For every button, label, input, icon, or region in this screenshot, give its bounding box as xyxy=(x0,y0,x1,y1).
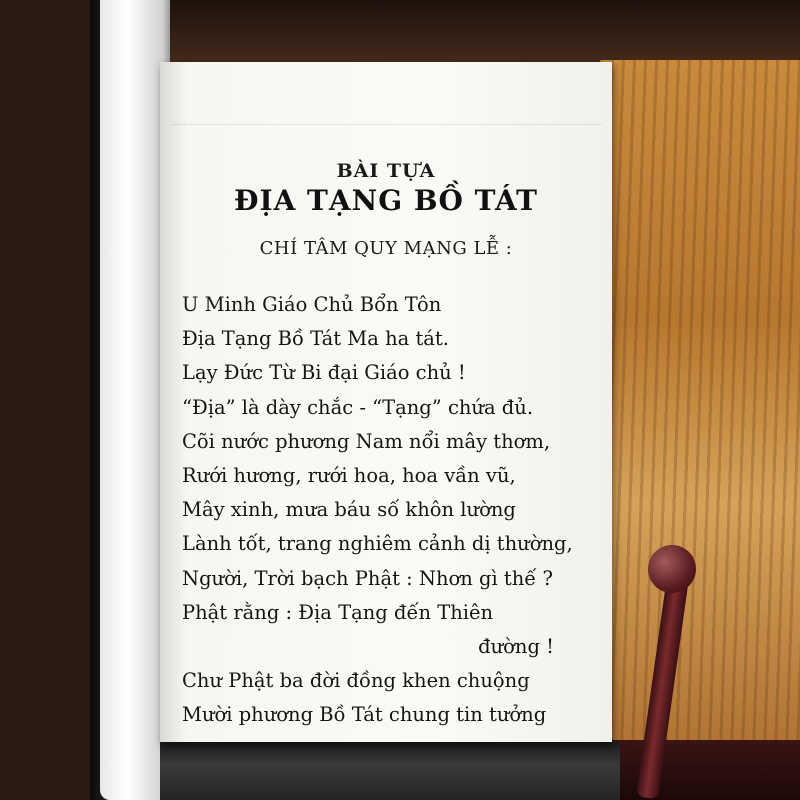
verse-line: Chư Phật ba đời đồng khen chuộng xyxy=(182,669,530,693)
verse-line: Phật rằng : Địa Tạng đến Thiên xyxy=(182,600,494,624)
verse-line: U Minh Giáo Chủ Bổn Tôn xyxy=(182,293,442,316)
verse-line: Mười phương Bồ Tát chung tin tưởng xyxy=(182,703,547,727)
verse-line: Rưới hương, rưới hoa, hoa vần vũ, xyxy=(182,464,516,488)
verse-line: Người, Trời bạch Phật : Nhơn gì thế ? xyxy=(182,566,553,590)
subheading: CHÍ TÂM QUY MẠNG LỄ : xyxy=(259,238,513,259)
book-bottom-cover xyxy=(160,742,620,800)
page-title: ĐỊA TẠNG BỒ TÁT xyxy=(234,184,538,217)
verse-line: Cõi nước phương Nam nổi mây thơm, xyxy=(182,429,551,453)
verse-line: Mây xinh, mưa báu số khôn lường xyxy=(182,498,516,522)
wooden-table xyxy=(600,60,800,800)
verse-line: đường ! xyxy=(478,635,554,659)
heading-small: BÀI TỰA xyxy=(336,160,436,182)
verse-list xyxy=(182,288,582,733)
verse-line: Lạy Đức Từ Bi đại Giáo chủ ! xyxy=(182,361,466,385)
verse-line: Lành tốt, trang nghiêm cảnh dị thường, xyxy=(182,532,573,556)
verse-line: Địa Tạng Bồ Tát Ma ha tát. xyxy=(182,327,449,351)
verse-line: “Địa” là dày chắc - “Tạng” chứa đủ. xyxy=(182,395,534,419)
mallet-head xyxy=(648,545,696,593)
bleed-through-text xyxy=(172,105,602,125)
